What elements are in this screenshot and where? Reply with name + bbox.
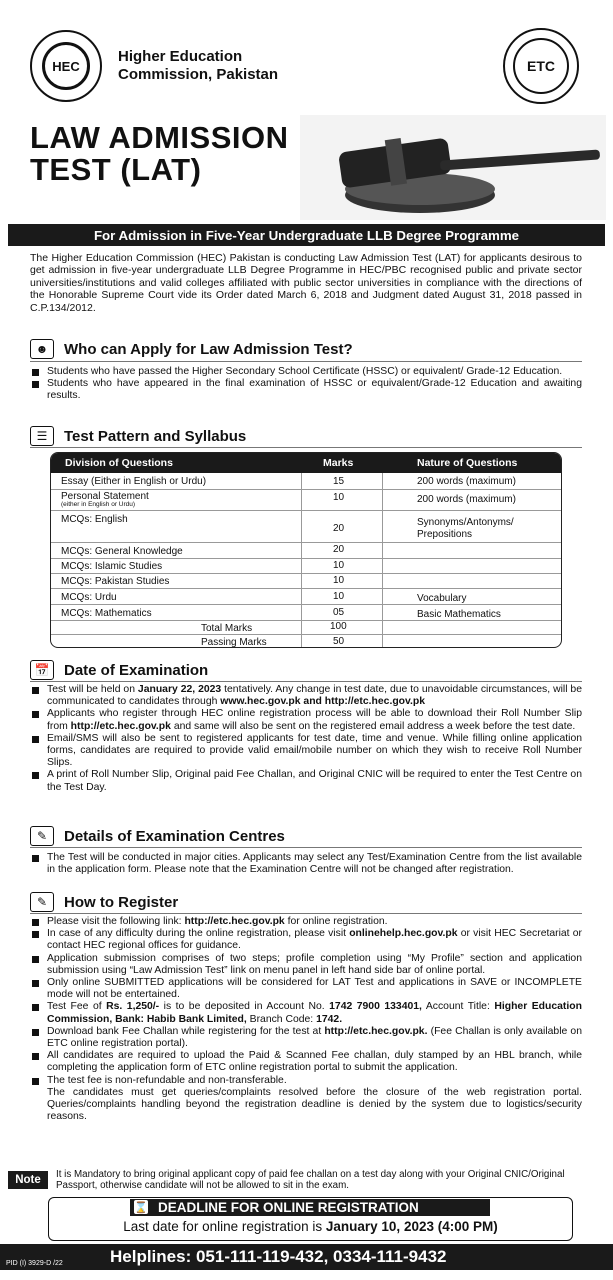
page-title	[30, 122, 289, 186]
cell-nature: Vocabulary	[417, 593, 467, 604]
section-how-to-register	[30, 891, 178, 913]
list-item: Applicants who register through HEC online registration process will be able to download their Roll Number Slip from http://etc.hec.gov.pk and same will also be sent on the registered email address a week before the test date.	[30, 708, 582, 732]
cell-division: MCQs: Mathematics	[61, 608, 152, 619]
gavel-image	[300, 115, 606, 220]
total-label: Total Marks	[201, 623, 253, 634]
register-list	[30, 916, 582, 1123]
section-date-of-examination	[30, 659, 208, 681]
syllabus-table	[50, 452, 562, 648]
hourglass-icon: ⌛	[134, 1201, 148, 1214]
registration-link[interactable]: http://etc.hec.gov.pk	[184, 916, 285, 927]
last-date: Last date for online registration is January 10, 2023 (4:00 PM)	[123, 1219, 498, 1234]
programme-banner: For Admission in Five-Year Undergraduate LLB Degree Programme	[8, 224, 605, 246]
list-item: The candidates must get queries/complaints resolved before the closure of the web registration portal. Queries/complaints handling beyond the registration deadline is denied by the system due to logistics/security reasons.	[47, 1086, 582, 1123]
table-row	[51, 490, 561, 511]
account-number: 1742 7900 133401,	[329, 1001, 422, 1013]
divider	[30, 913, 582, 914]
title-line1: LAW ADMISSION	[30, 120, 289, 155]
org-name	[118, 48, 278, 84]
cell-division: MCQs: General Knowledge	[61, 546, 183, 557]
title-line2: TEST (LAT)	[30, 152, 202, 187]
divider	[30, 447, 582, 448]
org-name-line1: Higher Education	[118, 48, 243, 65]
total-value: 100	[330, 621, 347, 632]
calendar-icon: 📅	[30, 660, 54, 680]
divider	[30, 847, 582, 848]
header-marks: Marks	[323, 457, 354, 469]
cell-division: MCQs: Urdu	[61, 592, 117, 603]
pid-code: PID (I) 3929-D /22	[6, 1260, 63, 1267]
list-item: Test Fee of Rs. 1,250/- is to be deposited in Account No. 1742 7900 133401, Account Title: Higher Education Commission, Bank: Habib Bank Limited, Branch Code: 1742.	[30, 1001, 582, 1025]
registration-form-icon: ✎	[30, 892, 54, 912]
help-link[interactable]: onlinehelp.hec.gov.pk	[349, 928, 458, 940]
hec-logo	[30, 30, 102, 102]
cell-marks: 10	[333, 492, 345, 503]
section-title: Test Pattern and Syllabus	[64, 427, 247, 445]
table-row	[51, 605, 561, 621]
note-tag: Note	[8, 1171, 48, 1189]
cell-division-sub: (either in English or Urdu)	[61, 501, 136, 508]
table-row	[51, 543, 561, 559]
cell-division: Personal Statement	[61, 491, 149, 502]
test-fee: Rs. 1,250/-	[106, 1001, 160, 1013]
table-row	[51, 574, 561, 589]
list-item: Test will be held on January 22, 2023 tentatively. Any change in test date, due to unavoidable circumstances, will be communicated to candidates through www.hec.gov.pk and http://etc.hec.gov.pk	[30, 684, 582, 708]
helplines: Helplines: 051-111-119-432, 0334-111-9432	[110, 1247, 447, 1266]
list-item: The Test will be conducted in major cities. Applicants may select any Test/Examination Centre from the list available in the application form. Please note that the Examination Centre will not be changed after registration.	[30, 852, 582, 876]
cell-marks: 15	[333, 476, 345, 487]
divider	[30, 681, 582, 682]
account-title: Higher Education Commission, Bank: Habib Bank Limited,	[47, 1001, 582, 1025]
branch-code: 1742.	[316, 1013, 343, 1025]
cell-nature: Basic Mathematics	[417, 609, 501, 620]
list-item: In case of any difficulty during the online registration, please visit onlinehelp.hec.gov.pk or visit HEC Secretariat or contact HEC regional offices for guidance.	[30, 928, 582, 952]
cell-nature: 200 words (maximum)	[417, 494, 516, 505]
cell-marks: 05	[333, 607, 345, 618]
section-title: Who can Apply for Law Admission Test?	[64, 340, 353, 358]
table-row	[51, 559, 561, 574]
list-item: Email/SMS will also be sent to registered applicants for test date, time and venue. While filling online application forms, candidates are required to provide valid email/mobile number on which they wish to receive Roll Number Slips.	[30, 733, 582, 770]
list-item: Please visit the following link: http://etc.hec.gov.pk for online registration.	[30, 916, 582, 928]
cell-division: Essay (Either in English or Urdu)	[61, 476, 207, 487]
test-date: January 22, 2023	[137, 684, 222, 695]
cell-nature-line2: Prepositions	[417, 529, 473, 540]
divider	[30, 361, 582, 362]
passing-value: 50	[333, 636, 345, 647]
section-examination-centres	[30, 825, 285, 847]
challan-link[interactable]: http://etc.hec.gov.pk.	[324, 1025, 428, 1037]
section-title: Date of Examination	[64, 661, 209, 679]
table-header	[51, 453, 561, 473]
section-title: How to Register	[64, 893, 179, 911]
cell-marks: 20	[333, 523, 345, 534]
list-item: All candidates are required to upload the Paid & Scanned Fee challan, duly stamped by an HBL branch, while completing the application form of ETC online registration portal to submit the application.	[30, 1050, 582, 1074]
passing-label: Passing Marks	[201, 637, 267, 648]
exam-date-list	[30, 684, 582, 794]
hec-logo-text: HEC	[42, 42, 90, 90]
document-list-icon: ☰	[30, 426, 54, 446]
cell-marks: 10	[333, 560, 345, 571]
cell-nature: 200 words (maximum)	[417, 476, 516, 487]
who-list	[30, 366, 582, 403]
list-item: A print of Roll Number Slip, Original paid Fee Challan, and Original CNIC will be required to enter the Test Centre on the Test Day.	[30, 769, 582, 793]
user-check-icon: ☻	[30, 339, 54, 359]
etc-link[interactable]: http://etc.hec.gov.pk	[70, 720, 171, 732]
cell-marks: 10	[333, 591, 345, 602]
list-item: Only online SUBMITTED applications will be considered for LAT Test and applications in SAVE or INCOMPLETE mode will not be entertained.	[30, 977, 582, 1001]
centres-list	[30, 852, 582, 876]
section-test-pattern	[30, 425, 246, 447]
presenter-icon: ✎	[30, 826, 54, 846]
list-item: Download bank Fee Challan while registering for the test at http://etc.hec.gov.pk. (Fee Challan is only available on ETC online registration portal).	[30, 1026, 582, 1050]
table-row	[51, 473, 561, 490]
table-row	[51, 589, 561, 605]
org-name-line2: Commission, Pakistan	[118, 66, 279, 83]
deadline-title: DEADLINE FOR ONLINE REGISTRATION	[130, 1199, 490, 1216]
section-who-can-apply	[30, 338, 353, 360]
cell-nature: Synonyms/Antonyms/	[417, 517, 514, 528]
table-row-passing	[51, 635, 561, 648]
note-text: It is Mandatory to bring original applicant copy of paid fee challan on a test day along with your Original CNIC/Original Passport, otherwise candidate will not be allowed to sit in the exam.	[56, 1169, 565, 1191]
table-row	[51, 511, 561, 543]
section-title: Details of Examination Centres	[64, 827, 285, 845]
list-item: Application submission comprises of two steps; profile completion using “My Profile” section and application submission using “Law Admission Test” link on menu panel in left hand side bar of online portal.	[30, 953, 582, 977]
cell-marks: 20	[333, 544, 345, 555]
table-row-total	[51, 621, 561, 635]
etc-logo-text: ETC	[513, 38, 569, 94]
cell-division: MCQs: Pakistan Studies	[61, 576, 170, 587]
list-item: Students who have passed the Higher Secondary School Certificate (HSSC) or equivalent/ Grade-12 Education.	[30, 366, 582, 378]
website-links[interactable]: www.hec.gov.pk and http://etc.hec.gov.pk	[220, 696, 426, 708]
header-nature: Nature of Questions	[417, 457, 518, 469]
cell-division: MCQs: English	[61, 514, 128, 525]
last-date-value: January 10, 2023 (4:00 PM)	[325, 1219, 498, 1234]
etc-logo	[503, 28, 579, 104]
cell-division: MCQs: Islamic Studies	[61, 561, 163, 572]
header-division: Division of Questions	[65, 457, 173, 469]
cell-marks: 10	[333, 575, 345, 586]
list-item: Students who have appeared in the final examination of HSSC or equivalent/Grade-12 Education and awaiting results.	[30, 378, 582, 402]
intro-paragraph: The Higher Education Commission (HEC) Pakistan is conducting Law Admission Test (LAT) for applicants desirous to get admission in five-year undergraduate LLB Degree Programme in HEC/PBC recognised public and private sector universities/institutions and valid colleges affiliated with public sector universities in compliance with the directions of the Honorable Supreme Court vide its Order dated March 6, 2018 and Judgment dated August 31, 2018 passed in C.P.134/2012.	[30, 252, 582, 314]
list-item: The test fee is non-refundable and non-transferable.	[30, 1075, 582, 1087]
